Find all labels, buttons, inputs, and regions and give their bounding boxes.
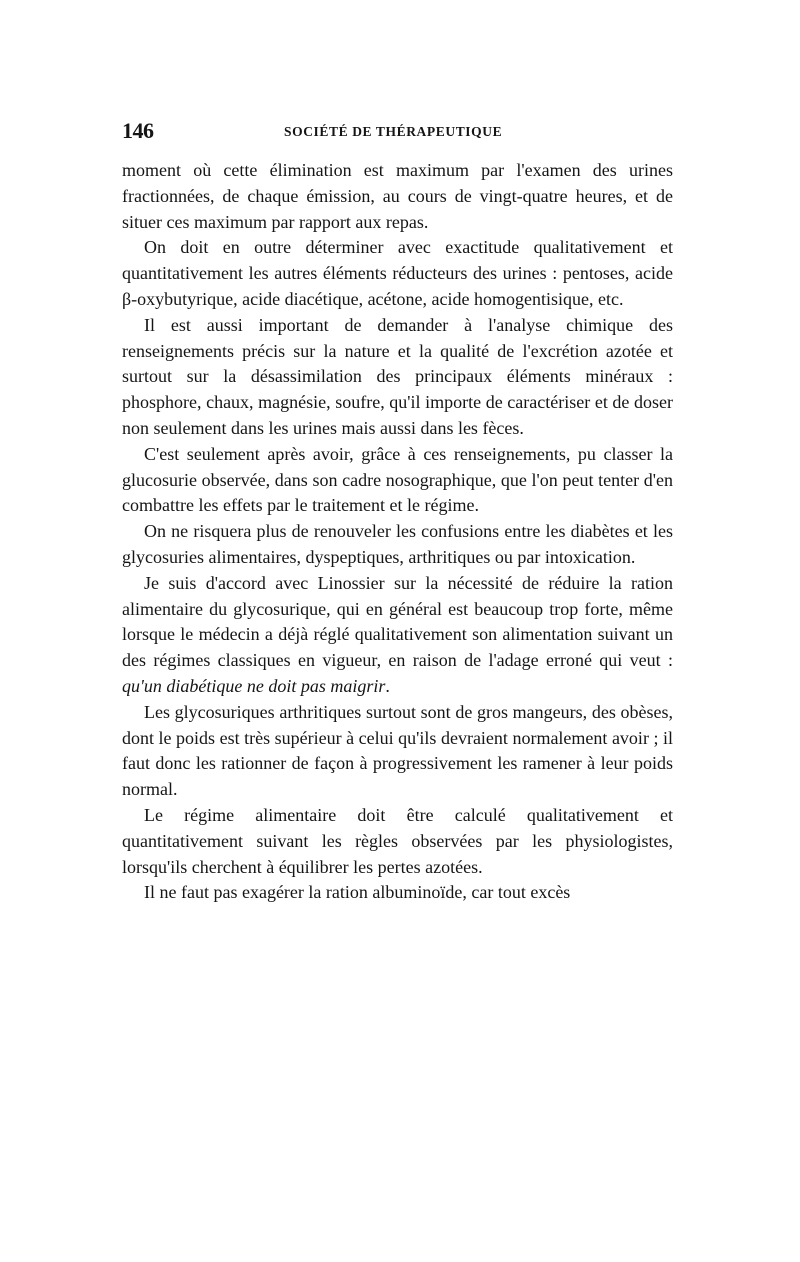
paragraph: Le régime alimentaire doit être calculé qualitativement et quantitativement suivant les règles observées par les physiologistes, lorsqu'ils cherchent à équilibrer les pertes azotées. <box>122 804 673 877</box>
paragraph: Les glycosuriques arthritiques surtout sont de gros mangeurs, des obèses, dont le poids est très supérieur à celui qu'ils devraient normalement avoir ; il faut donc les rationner de façon à progressivement les ramener à leur poids normal. <box>122 701 673 800</box>
running-title: SOCIÉTÉ DE THÉRAPEUTIQUE <box>284 124 503 139</box>
italic-quote: qu'un diabétique ne doit pas maigrir <box>122 675 386 696</box>
paragraph-with-quote <box>122 571 673 700</box>
paragraph: Il est aussi important de demander à l'analyse chimique des renseignements précis sur la nature et la qualité de l'excrétion azotée et surtout sur la désassimilation des principaux éléments minéraux : phosphore, chaux, magnésie, soufre, qu'il importe de caractériser et de doser non seulement dans les urines mais aussi dans les fèces. <box>122 314 673 438</box>
paragraph-text: Je suis d'accord avec Linossier sur la nécessité de réduire la ration alimentaire du glycosurique, qui en général est beaucoup trop forte, même lorsque le médecin a déjà réglé qualitativement son alimentation suivant un des régimes classiques en vigueur, en raison de l'adage erroné qui veut : <box>122 572 673 671</box>
page-header <box>122 118 682 144</box>
paragraph-continued: moment où cette élimination est maximum par l'examen des urines fractionnées, de chaque émission, au cours de vingt-quatre heures, et de situer ces maximum par rapport aux repas. <box>122 160 673 232</box>
page-number: 146 <box>122 118 154 143</box>
paragraph: On ne risquera plus de renouveler les confusions entre les diabètes et les glycosuries alimentaires, dyspeptiques, arthritiques ou par intoxication. <box>122 521 673 567</box>
paragraph-tail: . <box>385 675 390 696</box>
paragraph: On doit en outre déterminer avec exactitude qualitativement et quantitativement les autres éléments réducteurs des urines : pentoses, acide β-oxybutyrique, acide diacétique, acétone, acide homogentisique, etc. <box>122 237 673 309</box>
body-text <box>122 158 673 906</box>
paragraph: Il ne faut pas exagérer la ration albuminoïde, car tout excès <box>144 882 571 903</box>
paragraph: C'est seulement après avoir, grâce à ces renseignements, pu classer la glucosurie observée, dans son cadre nosographique, que l'on peut tenter d'en combattre les effets par le traitement et le régime. <box>122 443 673 516</box>
